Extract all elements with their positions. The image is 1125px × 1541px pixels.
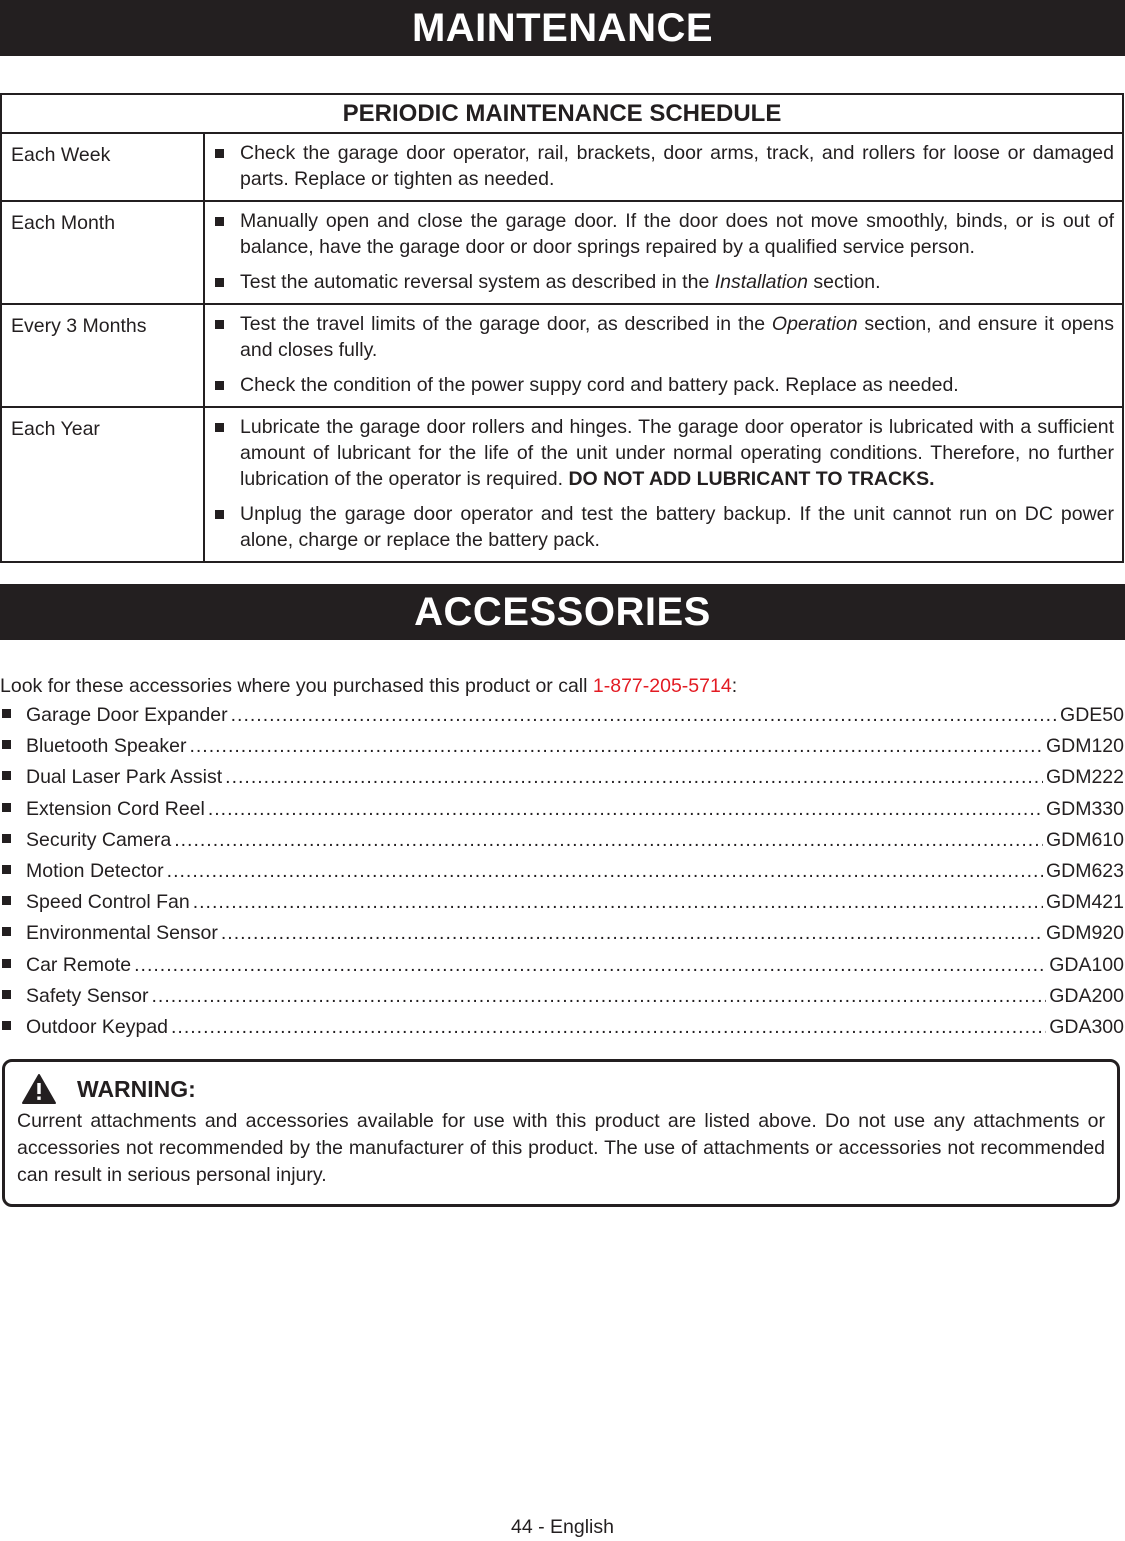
square-bullet-icon [215,381,224,390]
accessory-item [0,891,1124,922]
schedule-tasks [204,133,1123,201]
accessory-item [0,766,1124,797]
accessory-name: Motion Detector [26,859,164,882]
task-text-strong: DO NOT ADD LUBRICANT TO TRACKS. [568,468,935,490]
accessory-name: Car Remote [26,953,132,976]
square-bullet-icon [2,865,11,874]
schedule-tasks [204,201,1123,304]
square-bullet-icon [2,834,11,843]
task-text-post: section. [807,271,881,293]
accessory-name: Speed Control Fan [26,891,190,914]
schedule-task [213,208,1114,260]
accessory-item [0,829,1124,860]
square-bullet-icon [215,149,224,158]
schedule-period: Each Year [1,407,204,562]
accessory-model-number: GDM120 [1045,735,1124,758]
accessory-item [0,798,1124,829]
task-text-post: section, and ensure it opens and closes fully. [240,313,1114,361]
task-text-text: Check the garage door operator, rail, brackets, door arms, track, and rollers for loose or damaged parts. Replace or tighten as needed. [240,142,1114,190]
accessory-model-number: GDM610 [1045,828,1124,851]
square-bullet-icon [2,927,11,936]
accessories-list [0,704,1124,1047]
accessory-item [0,704,1124,735]
task-text-pre: Test the travel limits of the garage door, as described in the [240,313,772,335]
dot-leader [189,735,1043,758]
phone-number: 1-877-205-5714 [592,675,732,697]
accessory-name: Extension Cord Reel [26,797,205,820]
accessory-model-number: GDM330 [1045,797,1124,820]
accessory-model-number: GDM920 [1045,922,1124,945]
accessory-model-number: GDA200 [1049,984,1124,1007]
task-text-em: Installation [714,271,808,293]
schedule-period: Each Week [1,133,204,201]
schedule-row [1,201,1123,304]
accessory-name: Bluetooth Speaker [26,735,187,758]
accessory-name: Environmental Sensor [26,922,218,945]
square-bullet-icon [2,709,11,718]
dot-leader [225,766,1043,789]
accessory-model-number: GDM421 [1045,891,1124,914]
accessory-model-number: GDA100 [1049,953,1124,976]
accessory-item [0,1016,1124,1047]
accessory-model-number: GDE50 [1060,704,1124,726]
task-text-text: Unplug the garage door operator and test the battery backup. If the unit cannot run on DC power alone, charge or replace the battery pack. [240,503,1114,551]
square-bullet-icon [2,771,11,780]
intro-colon: : [731,675,738,697]
task-text-text: Check the condition of the power suppy cord and battery pack. Replace as needed. [240,374,959,396]
square-bullet-icon [2,990,11,999]
square-bullet-icon [2,896,11,905]
schedule-row [1,133,1123,201]
schedule-task [213,414,1114,492]
dot-leader [167,860,1043,883]
accessories-intro [0,675,737,698]
square-bullet-icon [215,278,224,287]
warning-text: Current attachments and accessories available for use with this product are listed above. Do not use any attachments or accessories not recommended by the manufacturer of this product. The use of attachments or accessories not recommended can result in serious personal injury. [17,1110,1105,1186]
square-bullet-icon [215,423,224,432]
accessory-name: Security Camera [26,828,172,851]
accessory-model-number: GDM623 [1045,859,1124,882]
maintenance-banner: MAINTENANCE [0,0,1125,56]
page-footer: 44 - English [511,1516,614,1538]
accessory-item [0,954,1124,985]
accessory-item [0,735,1124,766]
schedule-period: Every 3 Months [1,304,204,407]
accessory-name: Outdoor Keypad [26,1015,169,1038]
dot-leader [174,829,1043,852]
schedule-title: PERIODIC MAINTENANCE SCHEDULE [1,94,1123,133]
warning-title: WARNING: [77,1075,196,1102]
dot-leader [171,1016,1046,1039]
accessory-model-number: GDA300 [1049,1015,1124,1038]
dot-leader [231,704,1057,727]
accessory-name: Garage Door Expander [26,704,228,726]
schedule-row [1,304,1123,407]
task-text-pre: Test the automatic reversal system as described in the [240,271,715,293]
accessory-name: Dual Laser Park Assist [26,766,223,789]
schedule-task [213,372,1114,398]
square-bullet-icon [2,803,11,812]
schedule-tasks [204,304,1123,407]
warning-box [2,1059,1120,1207]
dot-leader [134,954,1046,977]
dot-leader [221,922,1043,945]
task-text-text: Manually open and close the garage door. If the door does not move smoothly, binds, or is out of balance, have the garage door or door springs repaired by a qualified service person. [240,210,1114,258]
accessory-item [0,985,1124,1016]
accessories-banner: ACCESSORIES [0,584,1125,640]
square-bullet-icon [215,510,224,519]
schedule-task [213,311,1114,363]
schedule-tasks [204,407,1123,562]
dot-leader [208,798,1043,821]
accessory-item [0,922,1124,953]
schedule-task [213,501,1114,553]
task-text-em: Operation [771,313,858,335]
square-bullet-icon [215,217,224,226]
accessory-item [0,860,1124,891]
schedule-task [213,269,1114,295]
square-bullet-icon [215,320,224,329]
schedule-period: Each Month [1,201,204,304]
dot-leader [151,985,1046,1008]
task-text-pre: Lubricate the garage door rollers and hinges. The garage door operator is lubricated with a sufficient amount of lubricant for the life of the unit under normal operating conditions. Therefore, no further lubrication of the operator is required. [240,416,1114,490]
accessory-model-number: GDM222 [1045,766,1124,789]
warning-triangle-icon [21,1073,57,1105]
dot-leader [193,891,1043,914]
square-bullet-icon [2,1021,11,1030]
square-bullet-icon [2,740,11,749]
schedule-row [1,407,1123,562]
square-bullet-icon [2,959,11,968]
intro-text: Look for these accessories where you purchased this product or call [0,675,593,697]
accessory-name: Safety Sensor [26,984,149,1007]
schedule-task [213,140,1114,192]
maintenance-schedule-table [0,93,1124,563]
